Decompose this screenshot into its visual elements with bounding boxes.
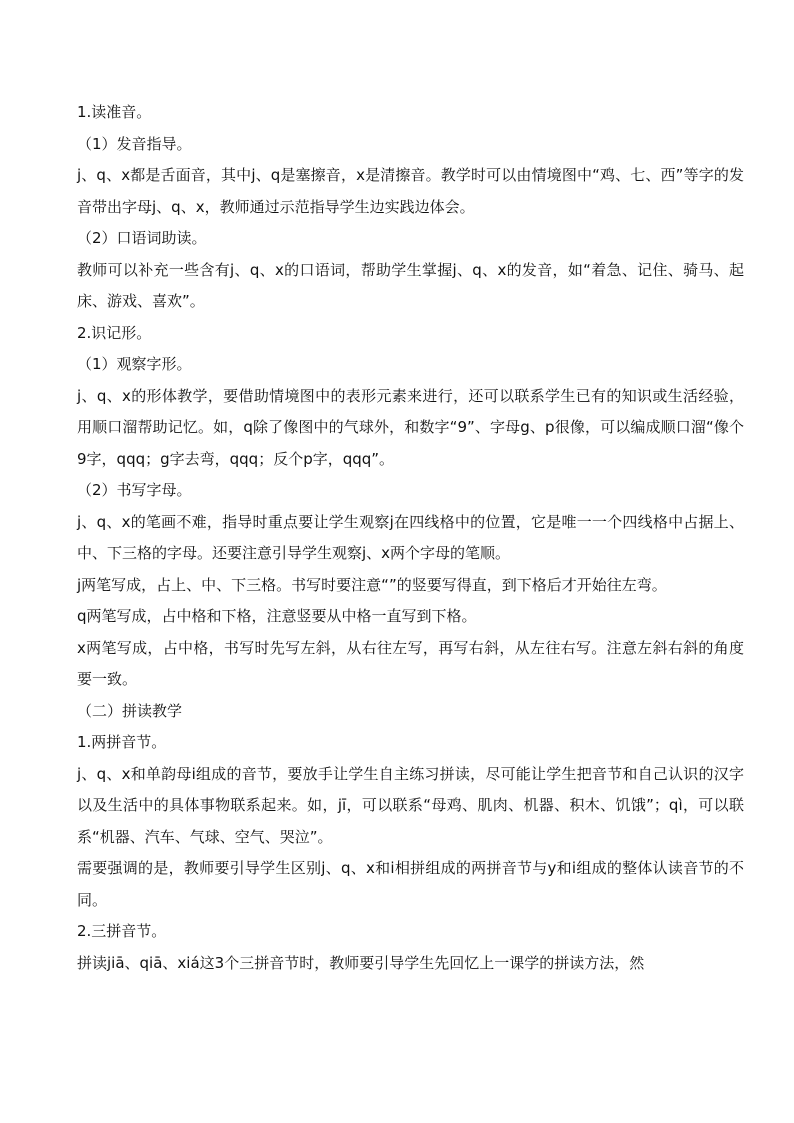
subheading-observe-shape: （1）观察字形。	[77, 355, 192, 373]
subheading-oral-words: （2）口语词助读。	[77, 229, 207, 247]
body-paragraph: j、q、x的形体教学，要借助情境图中的表形元素来进行，还可以联系学生已有的知识或生活经验，用顺口溜帮助记忆。如，q除了像图中的气球外，和数字“9”、字母g、p很像，可以编成顺口溜“像个9字，qqq；g字去弯，qqq；反个p字，qqq”。	[77, 386, 744, 468]
body-paragraph: x两笔写成，占中格，书写时先写左斜，从右往左写，再写右斜，从左往右写。注意左斜右斜的角度要一致。	[77, 638, 744, 688]
body-paragraph: q两笔写成，占中格和下格，注意竖要从中格一直写到下格。	[77, 607, 477, 625]
body-paragraph: j、q、x和单韵母i组成的音节，要放手让学生自主练习拼读，尽可能让学生把音节和自己认识的汉字以及生活中的具体事物联系起来。如，jī，可以联系“母鸡、肌肉、机器、积木、饥饿”；qì，可以联系“机器、汽车、气球、空气、哭泣”。	[77, 764, 744, 846]
heading-three-part-syllables: 2.三拼音节。	[77, 922, 167, 940]
subheading-pronunciation-guide: （1）发音指导。	[77, 134, 192, 153]
heading-two-part-syllables: 1.两拼音节。	[77, 733, 167, 751]
heading-recognize-shape: 2.识记形。	[77, 323, 152, 342]
body-paragraph: 拼读jiā、qiā、xiá这3个三拼音节时，教师要引导学生先回忆上一课学的拼读方法，然	[77, 953, 645, 972]
body-paragraph: j两笔写成，占上、中、下三格。书写时要注意“”的竖要写得直，到下格后才开始往左弯。	[77, 575, 667, 594]
body-paragraph: 教师可以补充一些含有j、q、x的口语词，帮助学生掌握j、q、x的发音，如“着急、记住、骑马、起床、游戏、喜欢”。	[77, 260, 744, 310]
body-paragraph: j、q、x都是舌面音，其中j、q是塞擦音，x是清擦音。教学时可以由情境图中“鸡、七、西”等字的发音带出字母j、q、x，教师通过示范指导学生边实践边体会。	[77, 166, 744, 216]
heading-read-sound: 1.读准音。	[77, 103, 152, 121]
section-heading-spelling: （二）拼读教学	[77, 701, 183, 720]
body-paragraph: j、q、x的笔画不难，指导时重点要让学生观察j在四线格中的位置，它是唯一一个四线格中占据上、中、下三格的字母。还要注意引导学生观察j、x两个字母的笔顺。	[77, 512, 744, 562]
body-paragraph: 需要强调的是，教师要引导学生区别j、q、x和i相拼组成的两拼音节与y和i组成的整体认读音节的不同。	[77, 859, 744, 909]
subheading-write-letters: （2）书写字母。	[77, 481, 192, 499]
